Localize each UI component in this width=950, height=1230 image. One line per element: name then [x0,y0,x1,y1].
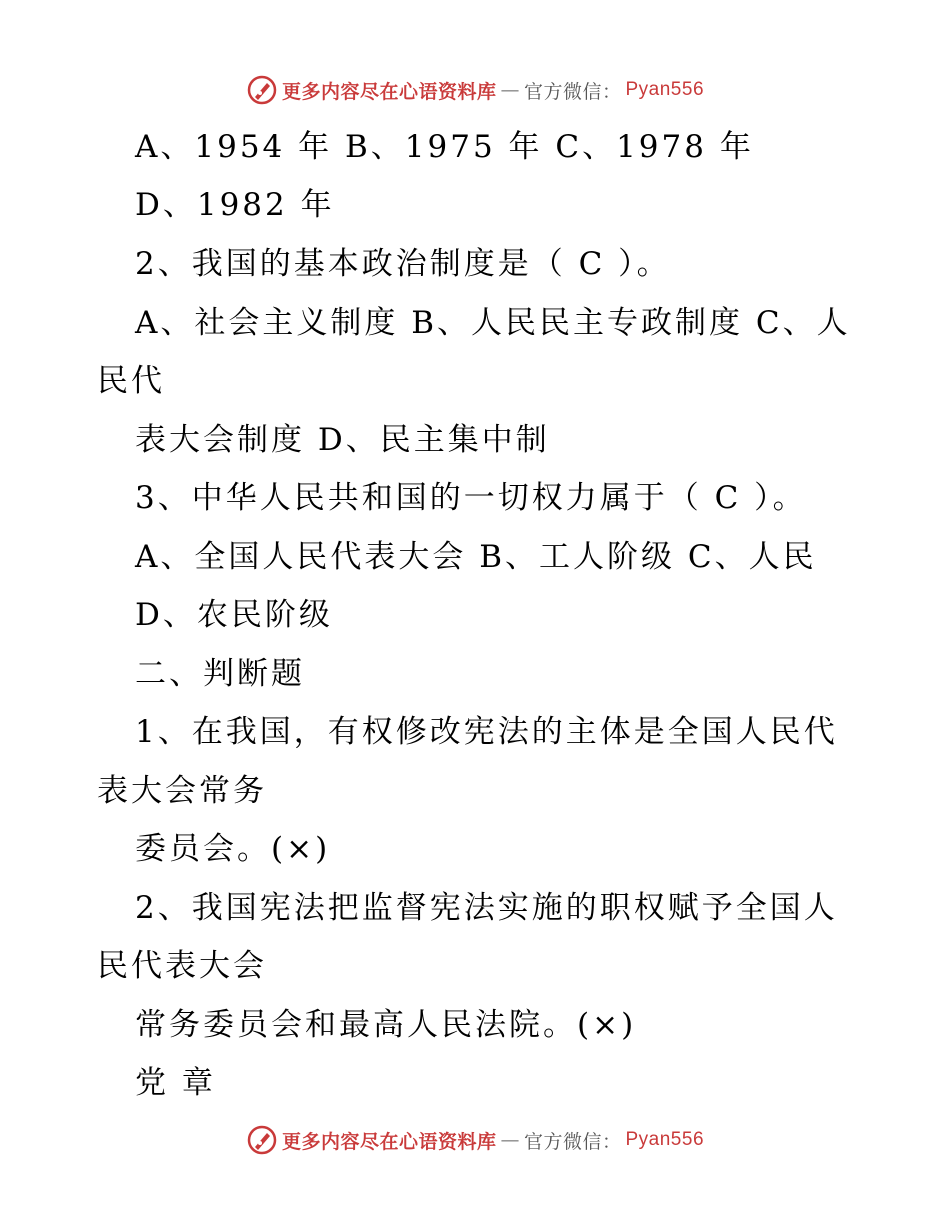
banner-main-text: 更多内容尽在心语资料库 [281,80,497,103]
banner-wechat-id: Pyan556 [625,1129,705,1150]
banner-main-text: 更多内容尽在心语资料库 [281,1130,497,1153]
header-banner [0,70,950,110]
footer-banner [0,1120,950,1160]
banner-separator: — [500,79,520,101]
option-line: A、全国人民代表大会 B、工人阶级 C、人民 [135,539,817,575]
statement-continuation: 民代表大会 [97,948,267,984]
option-continuation: 民代 [97,363,165,399]
banner-content [246,1124,704,1156]
option-line: A、1954 年 B、1975 年 C、1978 年 [135,129,754,165]
banner-separator: — [500,1129,520,1151]
section-heading: 二、判断题 [135,656,305,692]
statement-line: 2、我国宪法把监督宪法实施的职权赋予全国人 [135,890,838,926]
statement-line: 1、在我国，有权修改宪法的主体是全国人民代 [135,714,838,750]
statement-line: 常务委员会和最高人民法院。(×) [135,1007,637,1043]
banner-official-label: 官方微信： [523,80,622,103]
banner-wechat-id: Pyan556 [625,79,705,100]
option-line: A、社会主义制度 B、人民民主专政制度 C、人 [135,305,851,341]
statement-continuation: 表大会常务 [97,773,267,809]
pen-nib-logo-icon [246,1124,278,1156]
statement-line: 委员会。(×) [135,831,331,867]
option-line: D、1982 年 [135,187,335,223]
question-line: 3、中华人民共和国的一切权力属于（ C ）。 [135,480,807,516]
option-line: 表大会制度 D、民主集中制 [135,422,550,458]
option-line: D、农民阶级 [135,597,333,633]
section-heading: 党 章 [135,1065,216,1101]
banner-content [246,74,704,106]
question-line: 2、我国的基本政治制度是（ C ）。 [135,246,671,282]
pen-nib-logo-icon [246,74,278,106]
banner-official-label: 官方微信： [523,1130,622,1153]
